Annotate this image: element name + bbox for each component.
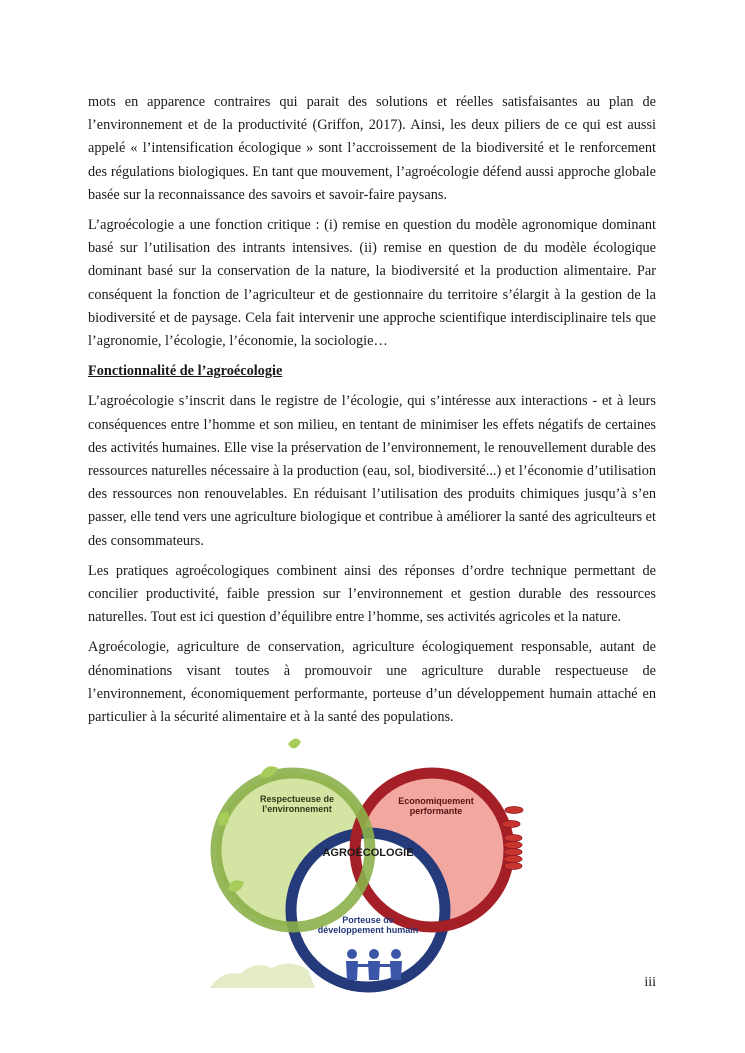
section-heading: Fonctionnalité de l’agroécologie [88,363,283,380]
agroecology-center-label: AGROÉCOLOGIE [322,847,414,859]
paragraph: L’agroécologie s’inscrit dans le registre de l’écologie, qui s’intéresse aux interactions - et à leurs conséquences entre l’homme et son milieu, en tentant de minimiser les effets négatifs de certaines des activités humaines. Elle vise la préservation de l’environnement, le renouvellement durable des ressources naturelles nécessaire à la production (eau, sol, biodiversité...) et l’économie d’utilisation des ressources non renouvelables. En réduisant l’utilisation des produits chimiques jusqu’à s’en passer, elle tend vers une agriculture biologique et contribue à améliorer la santé des agriculteurs et des consommateurs. [88,393,656,549]
paragraph: Les pratiques agroécologiques combinent ainsi des réponses d’ordre technique permettant de concilier productivité, faible pression sur l’environnement et gestion durable des ressources naturelles. Tout est ici question d’équilibre entre l’homme, ses activités agricoles et la nature. [88,562,656,626]
environment-label-line1: Respectueuse de [259,794,335,804]
paragraph: Agroécologie, agriculture de conservation, agriculture écologiquement responsable, autant de dénominations visant toutes à promouvoir une agriculture durable respectueuse de l’environnement, économiquement performante, porteuse d’un développement humain attaché en particulier à la sécurité alimentaire et à la santé des populations. [88,639,656,726]
leaf-icon [288,738,301,748]
human-label-line1: Porteuse de [342,915,394,925]
body-text [88,91,656,736]
page-number: iii [644,975,656,990]
environment-label-line2: l’environnement [262,804,332,814]
economy-label-line2: performante [409,806,463,816]
paragraph: L’agroécologie a une fonction critique : (i) remise en question du modèle agronomique dominant basé sur l’utilisation des intrants intensives. (ii) remise en question de du modèle écologique dominant basé sur la conservation de la nature, la biodiversité et la production alimentaire. Par conséquent la fonction de l’agriculteur et de gestionnaire du territoire s’élargit à la gestion de la biodiversité et de paysage. Cela fait intervenir une approche scientifique interdisciplinaire tels que l’agronomie, l’écologie, l’économie, la sociologie… [88,217,656,350]
agroecology-venn-diagram [200,732,545,994]
economy-label-line1: Economiquement [398,796,474,806]
human-label-line2: développement humain [317,925,419,935]
ground-silhouette [210,963,315,988]
paragraph: mots en apparence contraires qui parait des solutions et réelles satisfaisantes au plan de l’environnement et de la productivité (Griffon, 2017). Ainsi, les deux piliers de ce qui est aussi appelé « l’intensification écologique » sont l’accroissement de la biodiversité et le renforcement des régulations biologiques. En tant que mouvement, l’agroécologie défend aussi approche globale basée sur la reconnaissance des savoirs et savoir-faire paysans. [88,94,656,203]
people-icon [346,949,402,980]
